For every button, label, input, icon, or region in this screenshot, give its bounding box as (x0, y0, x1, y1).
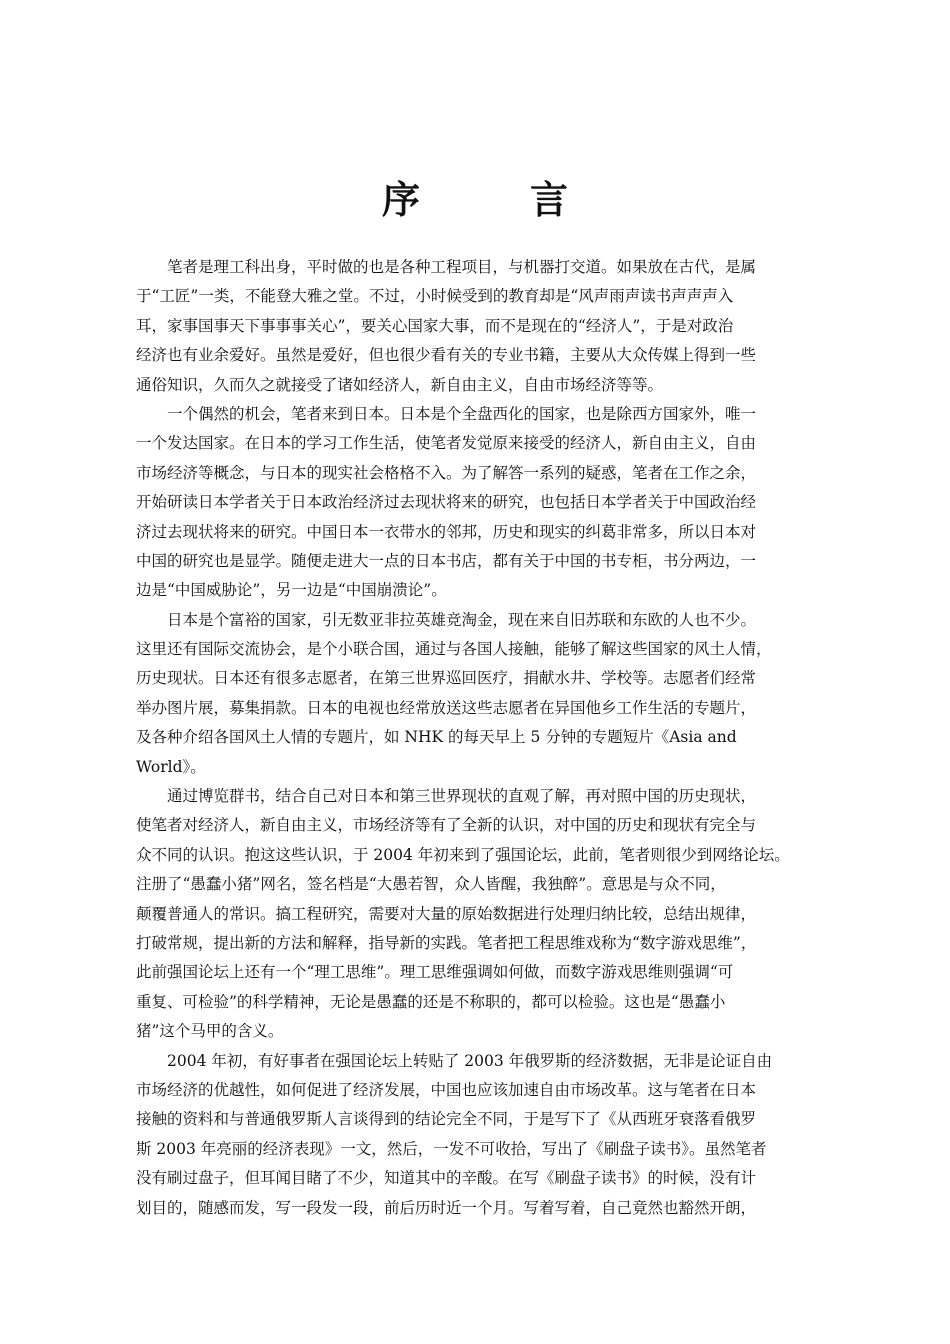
text-line: 中国的研究也是显学。随便走进大一点的日本书店，都有关于中国的书专柜，书分两边，一 (136, 551, 757, 570)
text-line: 一个偶然的机会，笔者来到日本。日本是个全盘西化的国家，也是除西方国家外，唯一 (167, 404, 757, 423)
text-line: 使笔者对经济人，新自由主义，市场经济等有了全新的认识，对中国的历史和现状有完全与 (136, 816, 757, 835)
text-line: 2004 年初，有好事者在强国论坛上转贴了 2003 年俄罗斯的经济数据，无非是论证自由 (167, 1051, 773, 1070)
text-line: 没有刷过盘子，但耳闻目睹了不少，知道其中的辛酸。在写《刷盘子读书》的时候，没有计 (136, 1169, 757, 1188)
text-line: 通过博览群书，结合自己对日本和第三世界现状的直观了解，再对照中国的历史现状， (167, 787, 757, 806)
text-line: 打破常规，提出新的方法和解释，指导新的实践。笔者把工程思维戏称为“数字游戏思维”， (136, 933, 757, 952)
text-line: 重复、可检验”的科学精神，无论是愚蠢的还是不称职的，都可以检验。这也是“愚蠢小 (136, 992, 726, 1011)
text-line: 接触的资料和与普通俄罗斯人言谈得到的结论完全不同，于是写下了《从西班牙衰落看俄罗 (136, 1110, 757, 1129)
text-line: 猪”这个马甲的含义。 (136, 1022, 284, 1041)
text-line: 一个发达国家。在日本的学习工作生活，使笔者发觉原来接受的经济人，新自由主义，自由 (136, 434, 757, 453)
text-line: 划目的，随感而发，写一段发一段，前后历时近一个月。写着写着，自己竟然也豁然开朗， (136, 1198, 757, 1217)
text-line: World》。 (136, 757, 206, 776)
text-line: 此前强国论坛上还有一个“理工思维”。理工思维强调如何做，而数字游戏思维则强调“可 (136, 963, 734, 982)
text-line: 及各种介绍各国风土人情的专题片，如 NHK 的每天早上 5 分钟的专题短片《Asia and (136, 728, 737, 747)
text-line: 市场经济等概念，与日本的现实社会格格不入。为了解答一系列的疑惑，笔者在工作之余， (136, 463, 757, 482)
text-line: 市场经济的优越性，如何促进了经济发展，中国也应该加速自由市场改革。这与笔者在日本 (136, 1080, 757, 1099)
text-line: 日本是个富裕的国家，引无数亚非拉英雄竞淘金，现在来自旧苏联和东欧的人也不少。 (167, 610, 757, 629)
preface-body (136, 253, 816, 1223)
text-line: 耳，家事国事天下事事事关心”，要关心国家大事，而不是现在的“经济人”，于是对政治 (136, 316, 734, 335)
page-title: 序 言 (381, 177, 604, 222)
text-line: 于“工匠”一类，不能登大雅之堂。不过，小时候受到的教育却是“风声雨声读书声声声入 (136, 287, 734, 306)
text-line: 举办图片展，募集捐款。日本的电视也经常放送这些志愿者在异国他乡工作生活的专题片， (136, 698, 757, 717)
text-line: 笔者是理工科出身，平时做的也是各种工程项目，与机器打交道。如果放在古代，是属 (167, 258, 757, 276)
text-line: 这里还有国际交流协会，是个小联合国，通过与各国人接触，能够了解这些国家的风土人情， (136, 640, 772, 659)
text-line: 注册了“愚蠢小猪”网名，签名档是“大愚若智，众人皆醒，我独醉”。意思是与众不同， (136, 875, 726, 894)
text-line: 斯 2003 年亮丽的经济表现》一文，然后，一发不可收拾，写出了《刷盘子读书》。虽然笔者 (136, 1139, 767, 1158)
text-line: 通俗知识，久而久之就接受了诸如经济人，新自由主义，自由市场经济等等。 (136, 375, 664, 394)
text-line: 众不同的认识。抱这这些认识，于 2004 年初来到了强国论坛，此前，笔者则很少到网络论坛。 (136, 845, 790, 864)
text-line: 开始研读日本学者关于日本政治经济过去现状将来的研究，也包括日本学者关于中国政治经 (136, 493, 757, 512)
text-line: 经济也有业余爱好。虽然是爱好，但也很少看有关的专业书籍，主要从大众传媒上得到一些 (136, 346, 757, 365)
text-line: 济过去现状将来的研究。中国日本一衣带水的邻邦，历史和现实的纠葛非常多，所以日本对 (136, 522, 757, 541)
text-line: 边是“中国威胁论”，另一边是“中国崩溃论”。 (136, 581, 447, 600)
text-line: 历史现状。日本还有很多志愿者，在第三世界巡回医疗，捐献水井、学校等。志愿者们经常 (136, 669, 757, 688)
text-line: 颠覆普通人的常识。搞工程研究，需要对大量的原始数据进行处理归纳比较，总结出规律， (136, 904, 757, 923)
